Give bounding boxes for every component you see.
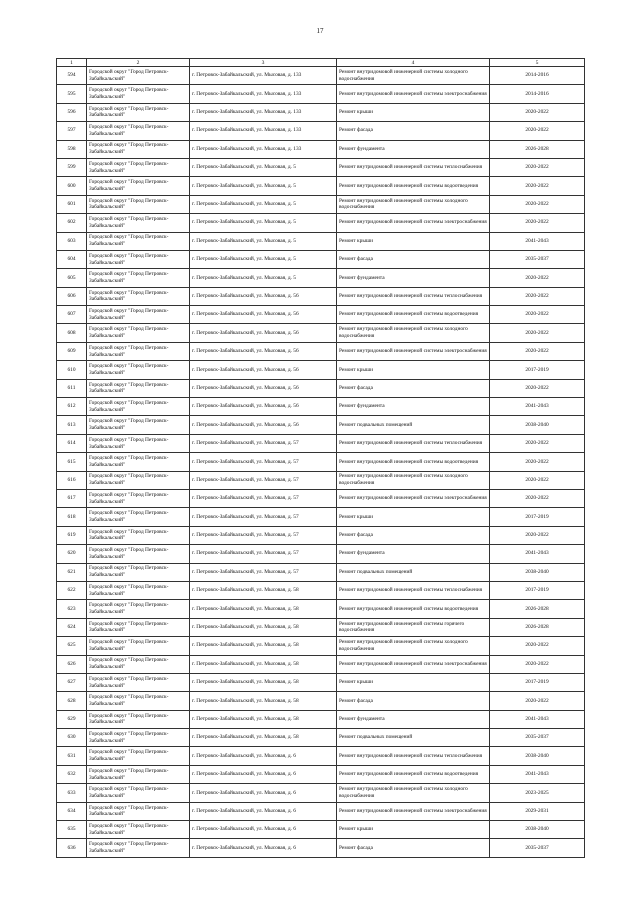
table-row xyxy=(57,67,585,85)
work-type-cell: Ремонт фундамента xyxy=(337,269,490,287)
work-type-cell: Ремонт подвальных помещений xyxy=(337,729,490,747)
row-number-cell: 621 xyxy=(57,563,87,581)
table-row xyxy=(57,361,585,379)
table-row xyxy=(57,214,585,232)
work-type-cell: Ремонт фасада xyxy=(337,250,490,268)
table-row xyxy=(57,545,585,563)
work-type-cell: Ремонт крыши xyxy=(337,232,490,250)
work-type-cell: Ремонт крыши xyxy=(337,508,490,526)
row-number-cell: 605 xyxy=(57,269,87,287)
address-cell: г. Петровск-Забайкальский, ул. Мысовая, д. 57 xyxy=(190,453,337,471)
address-cell: г. Петровск-Забайкальский, ул. Мысовая, д. 56 xyxy=(190,379,337,397)
row-number-cell: 600 xyxy=(57,177,87,195)
table-row xyxy=(57,232,585,250)
header-cell: 1 xyxy=(57,59,87,67)
work-type-cell: Ремонт внутридомовой инженерной системы электроснабжения xyxy=(337,342,490,360)
address-cell: г. Петровск-Забайкальский, ул. Мысовая, д. 5 xyxy=(190,158,337,176)
period-cell: 2038-2040 xyxy=(490,563,585,581)
work-type-cell: Ремонт крыши xyxy=(337,103,490,121)
municipality-cell: Городской округ "Город Петровск-Забайкальский" xyxy=(87,434,190,452)
period-cell: 2020-2022 xyxy=(490,214,585,232)
period-cell: 2020-2022 xyxy=(490,269,585,287)
municipality-cell: Городской округ "Город Петровск-Забайкальский" xyxy=(87,802,190,820)
municipality-cell: Городской округ "Город Петровск-Забайкальский" xyxy=(87,214,190,232)
address-cell: г. Петровск-Забайкальский, ул. Мысовая, д. 5 xyxy=(190,177,337,195)
table-row xyxy=(57,581,585,599)
row-number-cell: 630 xyxy=(57,729,87,747)
municipality-cell: Городской округ "Город Петровск-Забайкальский" xyxy=(87,673,190,691)
address-cell: г. Петровск-Забайкальский, ул. Мысовая, д. 133 xyxy=(190,85,337,103)
period-cell: 2020-2022 xyxy=(490,637,585,655)
work-type-cell: Ремонт внутридомовой инженерной системы теплоснабжения xyxy=(337,434,490,452)
table-row xyxy=(57,269,585,287)
work-type-cell: Ремонт внутридомовой инженерной системы холодного водоснабжения xyxy=(337,471,490,489)
period-cell: 2020-2022 xyxy=(490,379,585,397)
row-number-cell: 634 xyxy=(57,802,87,820)
municipality-cell: Городской округ "Город Петровск-Забайкальский" xyxy=(87,158,190,176)
period-cell: 2020-2022 xyxy=(490,287,585,305)
period-cell: 2017-2019 xyxy=(490,581,585,599)
row-number-cell: 633 xyxy=(57,784,87,802)
row-number-cell: 597 xyxy=(57,122,87,140)
row-number-cell: 622 xyxy=(57,581,87,599)
municipality-cell: Городской округ "Город Петровск-Забайкальский" xyxy=(87,416,190,434)
work-type-cell: Ремонт внутридомовой инженерной системы водоотведения xyxy=(337,306,490,324)
row-number-cell: 631 xyxy=(57,747,87,765)
work-type-cell: Ремонт внутридомовой инженерной системы теплоснабжения xyxy=(337,158,490,176)
work-type-cell: Ремонт фундамента xyxy=(337,140,490,158)
table-row xyxy=(57,85,585,103)
table-row xyxy=(57,489,585,507)
municipality-cell: Городской округ "Город Петровск-Забайкальский" xyxy=(87,821,190,839)
municipality-cell: Городской округ "Город Петровск-Забайкальский" xyxy=(87,67,190,85)
address-cell: г. Петровск-Забайкальский, ул. Мысовая, д. 5 xyxy=(190,269,337,287)
address-cell: г. Петровск-Забайкальский, ул. Мысовая, д. 57 xyxy=(190,545,337,563)
period-cell: 2020-2022 xyxy=(490,692,585,710)
period-cell: 2020-2022 xyxy=(490,434,585,452)
address-cell: г. Петровск-Забайкальский, ул. Мысовая, д. 6 xyxy=(190,802,337,820)
work-type-cell: Ремонт фундамента xyxy=(337,398,490,416)
municipality-cell: Городской округ "Город Петровск-Забайкальский" xyxy=(87,177,190,195)
period-cell: 2041-2043 xyxy=(490,765,585,783)
municipality-cell: Городской округ "Город Петровск-Забайкальский" xyxy=(87,581,190,599)
table-row xyxy=(57,122,585,140)
table-row xyxy=(57,398,585,416)
row-number-cell: 607 xyxy=(57,306,87,324)
address-cell: г. Петровск-Забайкальский, ул. Мысовая, д. 133 xyxy=(190,67,337,85)
work-type-cell: Ремонт подвальных помещений xyxy=(337,416,490,434)
repair-schedule-table xyxy=(56,58,585,858)
period-cell: 2014-2016 xyxy=(490,85,585,103)
municipality-cell: Городской округ "Город Петровск-Забайкальский" xyxy=(87,637,190,655)
address-cell: г. Петровск-Забайкальский, ул. Мысовая, д. 6 xyxy=(190,747,337,765)
table-row xyxy=(57,379,585,397)
address-cell: г. Петровск-Забайкальский, ул. Мысовая, д. 58 xyxy=(190,600,337,618)
address-cell: г. Петровск-Забайкальский, ул. Мысовая, д. 58 xyxy=(190,618,337,636)
address-cell: г. Петровск-Забайкальский, ул. Мысовая, д. 6 xyxy=(190,765,337,783)
work-type-cell: Ремонт фасада xyxy=(337,122,490,140)
address-cell: г. Петровск-Забайкальский, ул. Мысовая, д. 58 xyxy=(190,581,337,599)
municipality-cell: Городской округ "Город Петровск-Забайкальский" xyxy=(87,398,190,416)
period-cell: 2020-2022 xyxy=(490,342,585,360)
table-row xyxy=(57,839,585,857)
period-cell: 2020-2022 xyxy=(490,453,585,471)
row-number-cell: 619 xyxy=(57,526,87,544)
municipality-cell: Городской округ "Город Петровск-Забайкальский" xyxy=(87,342,190,360)
table-row xyxy=(57,692,585,710)
work-type-cell: Ремонт фундамента xyxy=(337,710,490,728)
row-number-cell: 598 xyxy=(57,140,87,158)
address-cell: г. Петровск-Забайкальский, ул. Мысовая, д. 5 xyxy=(190,195,337,213)
table-row xyxy=(57,177,585,195)
municipality-cell: Городской округ "Город Петровск-Забайкальский" xyxy=(87,508,190,526)
municipality-cell: Городской округ "Город Петровск-Забайкальский" xyxy=(87,324,190,342)
period-cell: 2020-2022 xyxy=(490,177,585,195)
row-number-cell: 611 xyxy=(57,379,87,397)
period-cell: 2035-2037 xyxy=(490,839,585,857)
work-type-cell: Ремонт фундамента xyxy=(337,545,490,563)
row-number-cell: 596 xyxy=(57,103,87,121)
work-type-cell: Ремонт фасада xyxy=(337,526,490,544)
work-type-cell: Ремонт внутридомовой инженерной системы горячего водоснабжения xyxy=(337,618,490,636)
address-cell: г. Петровск-Забайкальский, ул. Мысовая, д. 56 xyxy=(190,306,337,324)
header-cell: 5 xyxy=(490,59,585,67)
address-cell: г. Петровск-Забайкальский, ул. Мысовая, д. 56 xyxy=(190,416,337,434)
municipality-cell: Городской округ "Город Петровск-Забайкальский" xyxy=(87,618,190,636)
table-row xyxy=(57,784,585,802)
table-row xyxy=(57,434,585,452)
period-cell: 2026-2028 xyxy=(490,618,585,636)
period-cell: 2023-2025 xyxy=(490,784,585,802)
address-cell: г. Петровск-Забайкальский, ул. Мысовая, д. 56 xyxy=(190,324,337,342)
work-type-cell: Ремонт подвальных помещений xyxy=(337,563,490,581)
period-cell: 2041-2043 xyxy=(490,232,585,250)
work-type-cell: Ремонт внутридомовой инженерной системы водоотведения xyxy=(337,600,490,618)
address-cell: г. Петровск-Забайкальский, ул. Мысовая, д. 58 xyxy=(190,637,337,655)
row-number-cell: 615 xyxy=(57,453,87,471)
table-row xyxy=(57,710,585,728)
work-type-cell: Ремонт внутридомовой инженерной системы электроснабжения xyxy=(337,655,490,673)
row-number-cell: 616 xyxy=(57,471,87,489)
address-cell: г. Петровск-Забайкальский, ул. Мысовая, д. 57 xyxy=(190,471,337,489)
address-cell: г. Петровск-Забайкальский, ул. Мысовая, д. 57 xyxy=(190,434,337,452)
work-type-cell: Ремонт фасада xyxy=(337,692,490,710)
row-number-cell: 623 xyxy=(57,600,87,618)
table-row xyxy=(57,563,585,581)
table-row xyxy=(57,618,585,636)
period-cell: 2020-2022 xyxy=(490,471,585,489)
work-type-cell: Ремонт внутридомовой инженерной системы водоотведения xyxy=(337,453,490,471)
period-cell: 2020-2022 xyxy=(490,324,585,342)
address-cell: г. Петровск-Забайкальский, ул. Мысовая, д. 57 xyxy=(190,526,337,544)
row-number-cell: 603 xyxy=(57,232,87,250)
address-cell: г. Петровск-Забайкальский, ул. Мысовая, д. 56 xyxy=(190,287,337,305)
work-type-cell: Ремонт внутридомовой инженерной системы холодного водоснабжения xyxy=(337,784,490,802)
work-type-cell: Ремонт внутридомовой инженерной системы водоотведения xyxy=(337,765,490,783)
row-number-cell: 636 xyxy=(57,839,87,857)
table-row xyxy=(57,821,585,839)
row-number-cell: 626 xyxy=(57,655,87,673)
header-cell: 3 xyxy=(190,59,337,67)
period-cell: 2038-2040 xyxy=(490,821,585,839)
row-number-cell: 620 xyxy=(57,545,87,563)
address-cell: г. Петровск-Забайкальский, ул. Мысовая, д. 58 xyxy=(190,710,337,728)
table-row xyxy=(57,747,585,765)
row-number-cell: 628 xyxy=(57,692,87,710)
table-row xyxy=(57,140,585,158)
address-cell: г. Петровск-Забайкальский, ул. Мысовая, д. 58 xyxy=(190,692,337,710)
table-row xyxy=(57,453,585,471)
municipality-cell: Городской округ "Город Петровск-Забайкальский" xyxy=(87,784,190,802)
row-number-cell: 625 xyxy=(57,637,87,655)
row-number-cell: 610 xyxy=(57,361,87,379)
table-row xyxy=(57,306,585,324)
address-cell: г. Петровск-Забайкальский, ул. Мысовая, д. 56 xyxy=(190,398,337,416)
address-cell: г. Петровск-Забайкальский, ул. Мысовая, д. 58 xyxy=(190,673,337,691)
row-number-cell: 601 xyxy=(57,195,87,213)
table-body xyxy=(57,59,585,858)
period-cell: 2041-2043 xyxy=(490,545,585,563)
address-cell: г. Петровск-Забайкальский, ул. Мысовая, д. 6 xyxy=(190,839,337,857)
address-cell: г. Петровск-Забайкальский, ул. Мысовая, д. 56 xyxy=(190,342,337,360)
header-cell: 4 xyxy=(337,59,490,67)
address-cell: г. Петровск-Забайкальский, ул. Мысовая, д. 133 xyxy=(190,122,337,140)
work-type-cell: Ремонт внутридомовой инженерной системы теплоснабжения xyxy=(337,287,490,305)
row-number-cell: 604 xyxy=(57,250,87,268)
address-cell: г. Петровск-Забайкальский, ул. Мысовая, д. 58 xyxy=(190,729,337,747)
period-cell: 2020-2022 xyxy=(490,306,585,324)
municipality-cell: Городской округ "Город Петровск-Забайкальский" xyxy=(87,306,190,324)
period-cell: 2020-2022 xyxy=(490,489,585,507)
work-type-cell: Ремонт фасада xyxy=(337,839,490,857)
municipality-cell: Городской округ "Город Петровск-Забайкальский" xyxy=(87,765,190,783)
work-type-cell: Ремонт крыши xyxy=(337,361,490,379)
table-row xyxy=(57,416,585,434)
period-cell: 2020-2022 xyxy=(490,158,585,176)
work-type-cell: Ремонт внутридомовой инженерной системы электроснабжения xyxy=(337,489,490,507)
address-cell: г. Петровск-Забайкальский, ул. Мысовая, д. 5 xyxy=(190,232,337,250)
municipality-cell: Городской округ "Город Петровск-Забайкальский" xyxy=(87,489,190,507)
work-type-cell: Ремонт внутридомовой инженерной системы электроснабжения xyxy=(337,214,490,232)
work-type-cell: Ремонт фасада xyxy=(337,379,490,397)
municipality-cell: Городской округ "Город Петровск-Забайкальский" xyxy=(87,361,190,379)
period-cell: 2017-2019 xyxy=(490,361,585,379)
period-cell: 2041-2043 xyxy=(490,398,585,416)
row-number-cell: 613 xyxy=(57,416,87,434)
period-cell: 2017-2019 xyxy=(490,508,585,526)
period-cell: 2038-2040 xyxy=(490,416,585,434)
municipality-cell: Городской округ "Город Петровск-Забайкальский" xyxy=(87,250,190,268)
address-cell: г. Петровск-Забайкальский, ул. Мысовая, д. 57 xyxy=(190,508,337,526)
municipality-cell: Городской округ "Город Петровск-Забайкальский" xyxy=(87,85,190,103)
period-cell: 2020-2022 xyxy=(490,526,585,544)
address-cell: г. Петровск-Забайкальский, ул. Мысовая, д. 6 xyxy=(190,784,337,802)
table-row xyxy=(57,103,585,121)
address-cell: г. Петровск-Забайкальский, ул. Мысовая, д. 56 xyxy=(190,361,337,379)
municipality-cell: Городской округ "Город Петровск-Забайкальский" xyxy=(87,140,190,158)
address-cell: г. Петровск-Забайкальский, ул. Мысовая, д. 6 xyxy=(190,821,337,839)
municipality-cell: Городской округ "Город Петровск-Забайкальский" xyxy=(87,379,190,397)
period-cell: 2020-2022 xyxy=(490,655,585,673)
municipality-cell: Городской округ "Город Петровск-Забайкальский" xyxy=(87,122,190,140)
period-cell: 2038-2040 xyxy=(490,747,585,765)
period-cell: 2035-2037 xyxy=(490,250,585,268)
municipality-cell: Городской округ "Город Петровск-Забайкальский" xyxy=(87,287,190,305)
work-type-cell: Ремонт крыши xyxy=(337,673,490,691)
address-cell: г. Петровск-Забайкальский, ул. Мысовая, д. 57 xyxy=(190,489,337,507)
work-type-cell: Ремонт внутридомовой инженерной системы холодного водоснабжения xyxy=(337,324,490,342)
municipality-cell: Городской округ "Город Петровск-Забайкальский" xyxy=(87,839,190,857)
municipality-cell: Городской округ "Город Петровск-Забайкальский" xyxy=(87,563,190,581)
row-number-cell: 594 xyxy=(57,67,87,85)
municipality-cell: Городской округ "Город Петровск-Забайкальский" xyxy=(87,471,190,489)
table-row xyxy=(57,526,585,544)
period-cell: 2014-2016 xyxy=(490,67,585,85)
table-row xyxy=(57,765,585,783)
address-cell: г. Петровск-Забайкальский, ул. Мысовая, д. 133 xyxy=(190,140,337,158)
work-type-cell: Ремонт внутридомовой инженерной системы водоотведения xyxy=(337,177,490,195)
row-number-cell: 602 xyxy=(57,214,87,232)
table-row xyxy=(57,287,585,305)
row-number-cell: 618 xyxy=(57,508,87,526)
table-row xyxy=(57,471,585,489)
row-number-cell: 627 xyxy=(57,673,87,691)
municipality-cell: Городской округ "Город Петровск-Забайкальский" xyxy=(87,526,190,544)
period-cell: 2026-2028 xyxy=(490,140,585,158)
period-cell: 2029-2031 xyxy=(490,802,585,820)
row-number-cell: 595 xyxy=(57,85,87,103)
municipality-cell: Городской округ "Город Петровск-Забайкальский" xyxy=(87,692,190,710)
period-cell: 2020-2022 xyxy=(490,195,585,213)
address-cell: г. Петровск-Забайкальский, ул. Мысовая, д. 5 xyxy=(190,250,337,268)
municipality-cell: Городской округ "Город Петровск-Забайкальский" xyxy=(87,710,190,728)
header-cell: 2 xyxy=(87,59,190,67)
table-row xyxy=(57,673,585,691)
address-cell: г. Петровск-Забайкальский, ул. Мысовая, д. 5 xyxy=(190,214,337,232)
row-number-cell: 617 xyxy=(57,489,87,507)
row-number-cell: 606 xyxy=(57,287,87,305)
municipality-cell: Городской округ "Город Петровск-Забайкальский" xyxy=(87,729,190,747)
row-number-cell: 635 xyxy=(57,821,87,839)
period-cell: 2020-2022 xyxy=(490,103,585,121)
address-cell: г. Петровск-Забайкальский, ул. Мысовая, д. 133 xyxy=(190,103,337,121)
municipality-cell: Городской округ "Город Петровск-Забайкальский" xyxy=(87,545,190,563)
table-row xyxy=(57,342,585,360)
municipality-cell: Городской округ "Город Петровск-Забайкальский" xyxy=(87,195,190,213)
municipality-cell: Городской округ "Город Петровск-Забайкальский" xyxy=(87,453,190,471)
table-row xyxy=(57,600,585,618)
period-cell: 2020-2022 xyxy=(490,122,585,140)
row-number-cell: 599 xyxy=(57,158,87,176)
table-row xyxy=(57,637,585,655)
work-type-cell: Ремонт внутридомовой инженерной системы холодного водоснабжения xyxy=(337,637,490,655)
municipality-cell: Городской округ "Город Петровск-Забайкальский" xyxy=(87,103,190,121)
row-number-cell: 632 xyxy=(57,765,87,783)
period-cell: 2035-2037 xyxy=(490,729,585,747)
row-number-cell: 624 xyxy=(57,618,87,636)
address-cell: г. Петровск-Забайкальский, ул. Мысовая, д. 58 xyxy=(190,655,337,673)
period-cell: 2026-2028 xyxy=(490,600,585,618)
table-row xyxy=(57,802,585,820)
table-row xyxy=(57,158,585,176)
period-cell: 2017-2019 xyxy=(490,673,585,691)
municipality-cell: Городской округ "Город Петровск-Забайкальский" xyxy=(87,232,190,250)
row-number-cell: 608 xyxy=(57,324,87,342)
work-type-cell: Ремонт внутридомовой инженерной системы электроснабжения xyxy=(337,802,490,820)
municipality-cell: Городской округ "Город Петровск-Забайкальский" xyxy=(87,655,190,673)
table-header-row xyxy=(57,59,585,67)
work-type-cell: Ремонт внутридомовой инженерной системы холодного водоснабжения xyxy=(337,195,490,213)
work-type-cell: Ремонт внутридомовой инженерной системы холодного водоснабжения xyxy=(337,67,490,85)
table-row xyxy=(57,324,585,342)
work-type-cell: Ремонт внутридомовой инженерной системы теплоснабжения xyxy=(337,581,490,599)
row-number-cell: 614 xyxy=(57,434,87,452)
work-type-cell: Ремонт внутридомовой инженерной системы электроснабжения xyxy=(337,85,490,103)
table-row xyxy=(57,655,585,673)
table-row xyxy=(57,250,585,268)
table-row xyxy=(57,508,585,526)
work-type-cell: Ремонт внутридомовой инженерной системы теплоснабжения xyxy=(337,747,490,765)
municipality-cell: Городской округ "Город Петровск-Забайкальский" xyxy=(87,747,190,765)
row-number-cell: 609 xyxy=(57,342,87,360)
row-number-cell: 629 xyxy=(57,710,87,728)
table-row xyxy=(57,195,585,213)
table-row xyxy=(57,729,585,747)
page-number: 17 xyxy=(316,27,324,35)
address-cell: г. Петровск-Забайкальский, ул. Мысовая, д. 57 xyxy=(190,563,337,581)
municipality-cell: Городской округ "Город Петровск-Забайкальский" xyxy=(87,269,190,287)
work-type-cell: Ремонт крыши xyxy=(337,821,490,839)
municipality-cell: Городской округ "Город Петровск-Забайкальский" xyxy=(87,600,190,618)
period-cell: 2041-2043 xyxy=(490,710,585,728)
row-number-cell: 612 xyxy=(57,398,87,416)
